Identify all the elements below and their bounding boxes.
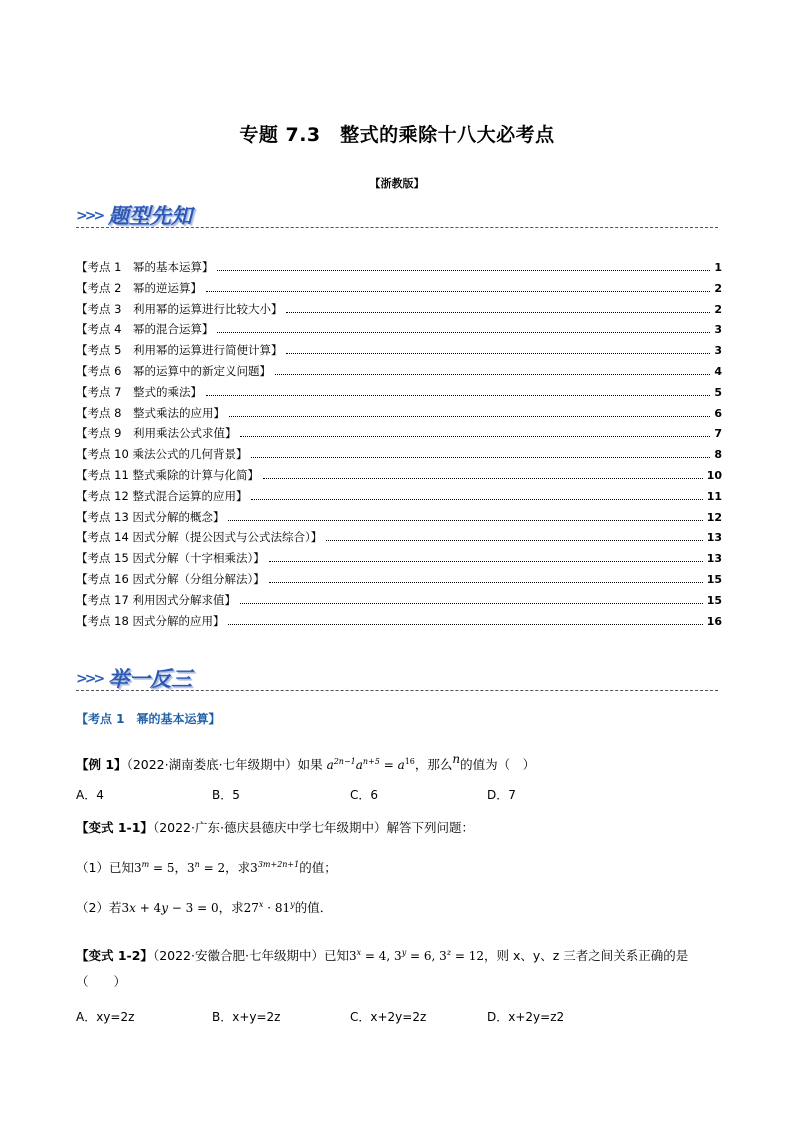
toc-leader-dots	[228, 624, 702, 625]
toc-leader-dots	[217, 332, 710, 333]
toc-item-page: 3	[714, 323, 722, 337]
variant-tag: 【变式 1-2】	[76, 948, 153, 963]
toc-leader-dots	[269, 582, 703, 583]
part2-tail: 的值．	[294, 900, 333, 915]
example-tag: 【例 1】	[76, 757, 127, 772]
toc-item[interactable]	[76, 280, 722, 301]
toc-leader-dots	[326, 540, 702, 541]
toc-item-page: 13	[706, 531, 722, 545]
toc-item[interactable]	[76, 425, 722, 446]
formula-3n: $3^n = 2$	[187, 859, 226, 875]
toc-item-page: 3	[714, 344, 722, 358]
option-c[interactable]: C．x+2y=2z	[350, 1010, 427, 1024]
example-mid: ，那么	[414, 757, 453, 772]
option-a[interactable]: A．xy=2z	[76, 1010, 135, 1024]
variant-tag: 【变式 1-1】	[76, 820, 153, 835]
variant-1-1	[76, 818, 474, 836]
section-heading: 【考点 1 幂的基本运算】	[76, 712, 221, 726]
toc-item-label: 【考点 8 整式乘法的应用】	[76, 405, 225, 420]
var-n: n	[452, 752, 461, 766]
toc-item-label: 【考点 13 因式分解的概念】	[76, 509, 225, 524]
part1-mid: ，求	[225, 860, 251, 875]
toc-leader-dots	[251, 499, 702, 500]
toc-leader-dots	[275, 374, 710, 375]
formula-power: $a^{2n-1}a^{n+5} = a^{16}$	[326, 756, 415, 772]
formula-3m: $3^m = 5$	[133, 859, 175, 875]
toc-item-label: 【考点 12 整式混合运算的应用】	[76, 488, 248, 503]
part2-mid: ，求	[218, 900, 244, 915]
page-title: 专题 7.3 整式的乘除十八大必考点	[239, 124, 555, 146]
edition-label: 【浙教版】	[369, 177, 425, 190]
toc-item[interactable]	[76, 405, 722, 426]
toc-item[interactable]	[76, 301, 722, 322]
toc-item-label: 【考点 2 幂的逆运算】	[76, 280, 202, 295]
example-1	[76, 752, 536, 773]
toc-item-page: 7	[714, 427, 722, 441]
banner-title: 举一反三	[108, 667, 192, 691]
toc-item-label: 【考点 3 利用幂的运算进行比较大小】	[76, 301, 283, 316]
part1-prefix: （1）已知	[76, 860, 134, 875]
toc-item[interactable]	[76, 384, 722, 405]
toc-item[interactable]	[76, 259, 722, 280]
variant-source: （2022·安徽合肥·七年级期中）已知	[152, 948, 349, 963]
toc-item-page: 2	[714, 281, 722, 295]
toc-item-label: 【考点 9 利用乘法公式求值】	[76, 426, 237, 441]
toc-leader-dots	[206, 291, 710, 292]
toc-item-page: 12	[706, 510, 722, 524]
option-b[interactable]: B．x+y=2z	[212, 1010, 281, 1024]
toc-item-label: 【考点 15 因式分解（十字相乘法）】	[76, 551, 265, 566]
option-a[interactable]: A．4	[76, 788, 104, 802]
part2-prefix: （2）若	[76, 900, 122, 915]
toc-item-page: 16	[706, 614, 722, 628]
toc-item-page: 11	[706, 489, 722, 503]
toc-leader-dots	[286, 353, 710, 354]
toc-item-page: 10	[706, 468, 722, 482]
toc-item-label: 【考点 10 乘法公式的几何背景】	[76, 447, 248, 462]
banner-arrows: >>>	[76, 208, 103, 224]
variant-1-1-part-1	[76, 858, 337, 876]
toc-leader-dots	[269, 561, 703, 562]
toc-item-page: 8	[714, 448, 722, 462]
toc-item[interactable]	[76, 321, 722, 342]
part1-sep: ，	[174, 860, 188, 875]
toc-item[interactable]	[76, 446, 722, 467]
toc-leader-dots	[217, 270, 710, 271]
toc-item[interactable]	[76, 488, 722, 509]
option-b[interactable]: B．5	[212, 788, 240, 802]
toc-item[interactable]	[76, 467, 722, 488]
toc-item-label: 【考点 18 因式分解的应用】	[76, 613, 225, 628]
toc-item[interactable]	[76, 363, 722, 384]
toc-item[interactable]	[76, 550, 722, 571]
toc-item-label: 【考点 7 整式的乘法】	[76, 384, 202, 399]
toc-item-page: 15	[706, 593, 722, 607]
toc-item-label: 【考点 4 幂的混合运算】	[76, 322, 214, 337]
example-source: （2022·湖南娄底·七年级期中）如果	[126, 757, 323, 772]
dashed-divider	[76, 227, 718, 228]
toc-item[interactable]	[76, 342, 722, 363]
toc-leader-dots	[229, 416, 710, 417]
toc-item-label: 【考点 17 利用因式分解求值】	[76, 592, 236, 607]
option-d[interactable]: D．7	[487, 788, 516, 802]
example-tail: 的值为（ ）	[460, 757, 536, 772]
toc-item[interactable]	[76, 529, 722, 550]
table-of-contents	[76, 259, 722, 633]
formula-target: $3^{3m+2n+1}$	[250, 859, 300, 875]
banner-practice	[76, 663, 736, 693]
part1-tail: 的值；	[299, 860, 337, 875]
toc-item-label: 【考点 5 利用幂的运算进行简便计算】	[76, 343, 283, 358]
toc-leader-dots	[240, 436, 710, 437]
toc-item[interactable]	[76, 592, 722, 613]
toc-item-page: 5	[714, 385, 722, 399]
option-d[interactable]: D．x+2y=z2	[487, 1010, 565, 1024]
variant-1-1-part-2	[76, 898, 332, 916]
toc-item-page: 13	[706, 552, 722, 566]
toc-item[interactable]	[76, 613, 722, 634]
toc-item-label: 【考点 14 因式分解（提公因式与公式法综合）】	[76, 530, 323, 545]
toc-leader-dots	[206, 395, 710, 396]
toc-item[interactable]	[76, 571, 722, 592]
toc-leader-dots	[251, 457, 710, 458]
toc-item-page: 1	[714, 261, 722, 274]
toc-item-label: 【考点 16 因式分解（分组分解法）】	[76, 571, 265, 586]
toc-item-label: 【考点 11 整式乘除的计算与化简】	[76, 467, 259, 482]
banner-topic-preview	[76, 200, 736, 230]
formula-product: $27^x \cdot 81^y$	[243, 899, 295, 915]
toc-item[interactable]	[76, 509, 722, 530]
toc-item-page: 15	[706, 572, 722, 586]
toc-item-page: 6	[714, 406, 722, 420]
variant-tail: ，则 x、y、z 三者之间关系正确的是	[484, 948, 689, 963]
banner-arrows: >>>	[76, 671, 103, 687]
toc-leader-dots	[263, 478, 703, 479]
variant-source: （2022·广东·德庆县德庆中学七年级期中）解答下列问题：	[152, 820, 474, 835]
banner-title: 题型先知	[108, 204, 192, 228]
formula-linear: 3x + 4y − 3 = 0	[121, 901, 219, 915]
answer-bracket: （ ）	[76, 974, 127, 989]
toc-item-page: 4	[714, 364, 722, 378]
toc-item-page: 2	[714, 302, 722, 316]
toc-leader-dots	[228, 520, 702, 521]
formula-powers: $3^x = 4$, $3^y = 6$, $3^z = 12$	[348, 947, 484, 963]
dashed-divider	[76, 690, 718, 691]
toc-leader-dots	[240, 603, 703, 604]
toc-item-label: 【考点 1 幂的基本运算】	[76, 260, 214, 274]
toc-item-label: 【考点 6 幂的运算中的新定义问题】	[76, 363, 271, 378]
toc-leader-dots	[286, 312, 710, 313]
variant-1-2	[76, 946, 688, 964]
option-c[interactable]: C．6	[350, 788, 379, 802]
